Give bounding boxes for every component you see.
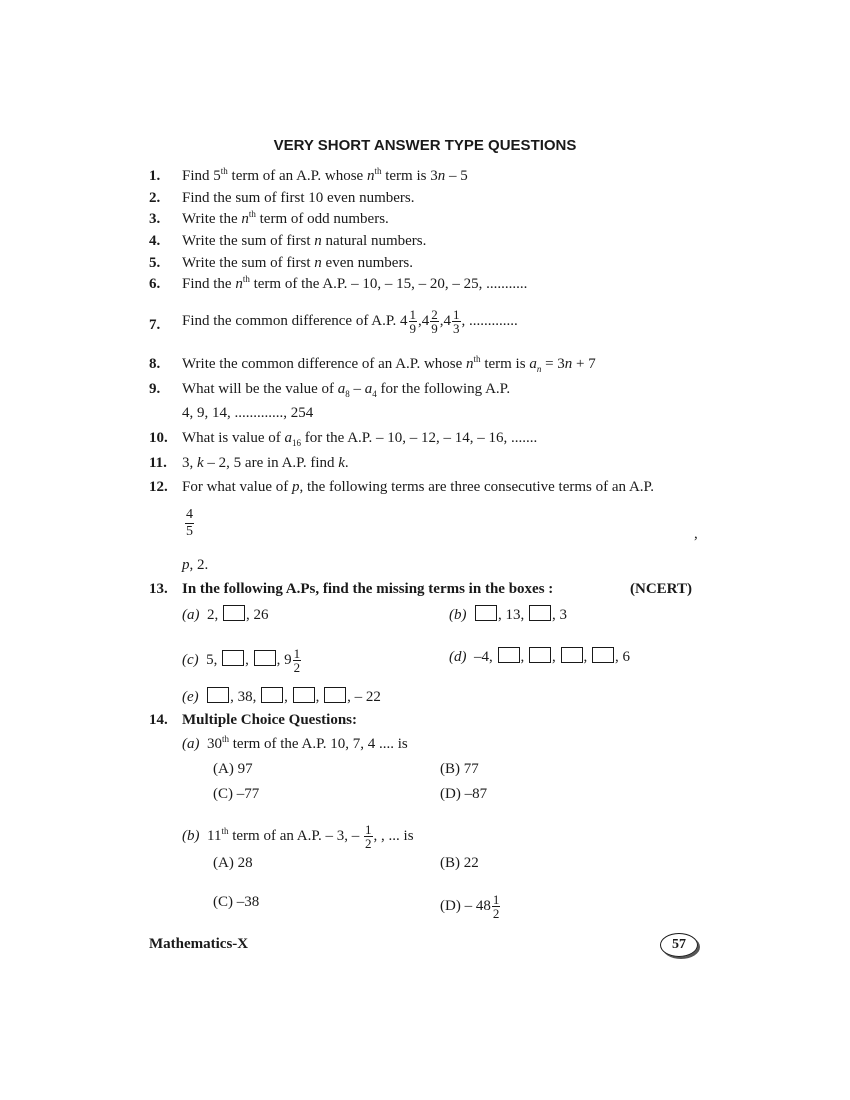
answer-box (293, 687, 315, 703)
answer-box (223, 605, 245, 621)
fraction: $\frac{1}{2}$ (492, 892, 500, 921)
q14b-option-c: (C) –38 (213, 894, 260, 910)
fraction: $\frac{1}{3}$ (453, 307, 460, 336)
q14b-option-d: (D) – 48 $\frac{1}{2}$ (440, 892, 500, 921)
q14-part-a: (a) 30th term of the A.P. 10, 7, 4 .... is (182, 734, 408, 752)
ncert-tag: (NCERT) (630, 581, 692, 597)
q14a-option-b: (B) 77 (440, 761, 479, 777)
answer-box (561, 647, 583, 663)
fraction: $\frac{1}{9}$ (409, 307, 417, 336)
q13-part-b: (b) , 13, , 3 (449, 607, 567, 623)
q14b-option-a: (A) 28 (213, 855, 253, 871)
page-number: 57 (660, 933, 698, 957)
q13-part-c: (c) 5, , , 9 $\frac{1}{2}$ (182, 646, 301, 675)
answer-box (529, 605, 551, 621)
q13-part-d: (d) –4, , , , , 6 (449, 649, 630, 665)
q14b-option-b: (B) 22 (440, 855, 479, 871)
answer-box (324, 687, 346, 703)
answer-box (498, 647, 520, 663)
question-9-sequence: 4, 9, 14, ............., 254 (182, 405, 314, 421)
fraction: $\frac{1}{2}$ (365, 822, 372, 851)
q14a-option-c: (C) –77 (213, 786, 260, 802)
answer-box (222, 650, 244, 666)
question-12-fraction: $\frac{4}{5}$ (186, 507, 193, 539)
q14a-option-d: (D) –87 (440, 786, 488, 802)
fraction: $\frac{2}{9}$ (431, 307, 438, 336)
q14a-option-a: (A) 97 (213, 761, 253, 777)
fraction: $\frac{1}{2}$ (293, 646, 301, 675)
footer-title: Mathematics-X (149, 936, 249, 952)
answer-box (254, 650, 276, 666)
answer-box (529, 647, 551, 663)
question-12-terms: p, 2. (182, 557, 209, 573)
question-12-comma: , (694, 526, 698, 542)
q14-part-b: (b) 11th term of an A.P. – 3, – $\frac{1}{2}$ , , ... is (182, 822, 414, 851)
answer-box (592, 647, 614, 663)
q13-part-a: (a) 2, , 26 (182, 607, 269, 623)
answer-box (475, 605, 497, 621)
answer-box (261, 687, 283, 703)
section-heading: VERY SHORT ANSWER TYPE QUESTIONS (273, 137, 577, 154)
q13-part-e: (e) , 38, , , , – 22 (182, 689, 381, 705)
answer-box (207, 687, 229, 703)
